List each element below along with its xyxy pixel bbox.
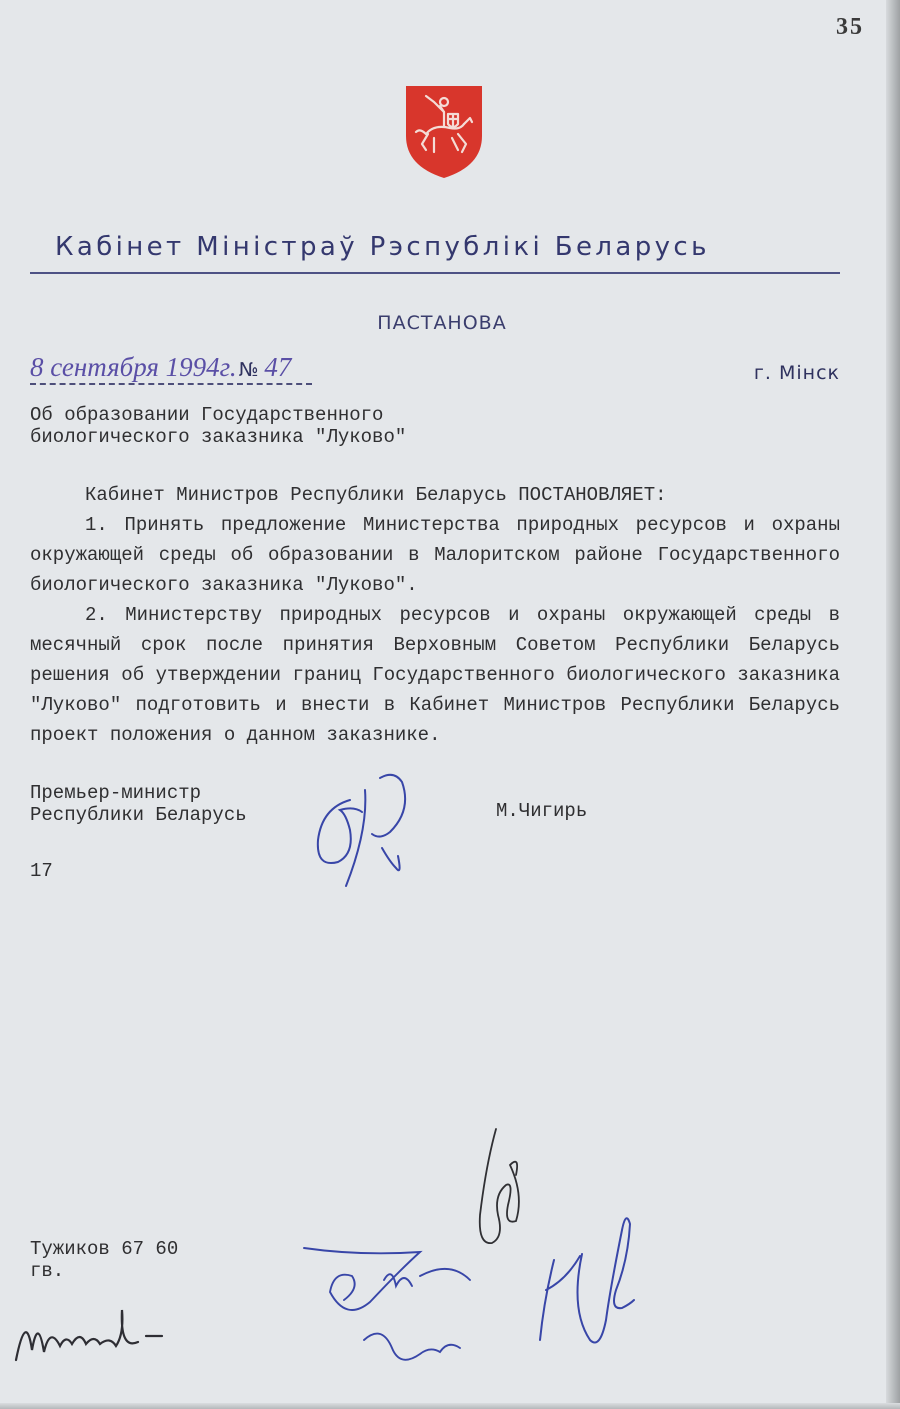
signer-name: М.Чигирь [496, 800, 588, 822]
executor-line: гв. [30, 1260, 65, 1282]
prime-minister-signature [310, 770, 420, 890]
date-handwritten: 8 сентября 1994г. [30, 352, 237, 382]
number-handwritten: 47 [264, 352, 292, 382]
executor-line: Тужиков 67 60 [30, 1238, 179, 1260]
signer-title [30, 782, 247, 826]
bottom-left-signature [10, 1290, 170, 1375]
signer-title-line: Республики Беларусь [30, 804, 247, 826]
issuer-title: Кабінет Міністраў Рэспублікі Беларусь [55, 232, 710, 262]
reference-number: 17 [30, 860, 53, 882]
date-underline [30, 383, 312, 385]
subject [30, 404, 406, 448]
bottom-right-signature [530, 1200, 650, 1365]
page-edge-shadow [886, 0, 900, 1409]
body-item-1: 1. Принять предложение Министерства природных ресурсов и охраны окружающей среды об образовании в Малоритском районе Государственного биологического заказника "Луково". [30, 514, 840, 596]
body-item-2: 2. Министерству природных ресурсов и охраны окружающей среды в месячный срок после принятия Верховным Советом Республики Беларусь решения об утверждении границ Государственного биологического заказника "Луково" подготовить и внести в Кабинет Министров Республики Беларусь проект положения о данном заказнике. [30, 604, 840, 746]
date-number-line [30, 352, 312, 388]
bottom-center-signature [300, 1240, 485, 1385]
document-type: ПАСТАНОВА [377, 312, 507, 334]
header-rule [30, 272, 840, 274]
page-number: 35 [836, 14, 864, 40]
page-bottom-edge [0, 1403, 900, 1409]
subject-line: Об образовании Государственного [30, 404, 384, 426]
number-label: № [238, 359, 259, 381]
city: г. Мінск [753, 362, 840, 384]
subject-line: биологического заказника "Луково" [30, 426, 407, 448]
body-intro: Кабинет Министров Республики Беларусь ПОСТАНОВЛЯЕТ: [85, 484, 667, 506]
signer-title-line: Премьер-министр [30, 782, 202, 804]
coat-of-arms-icon [404, 84, 484, 180]
executor [30, 1238, 178, 1282]
